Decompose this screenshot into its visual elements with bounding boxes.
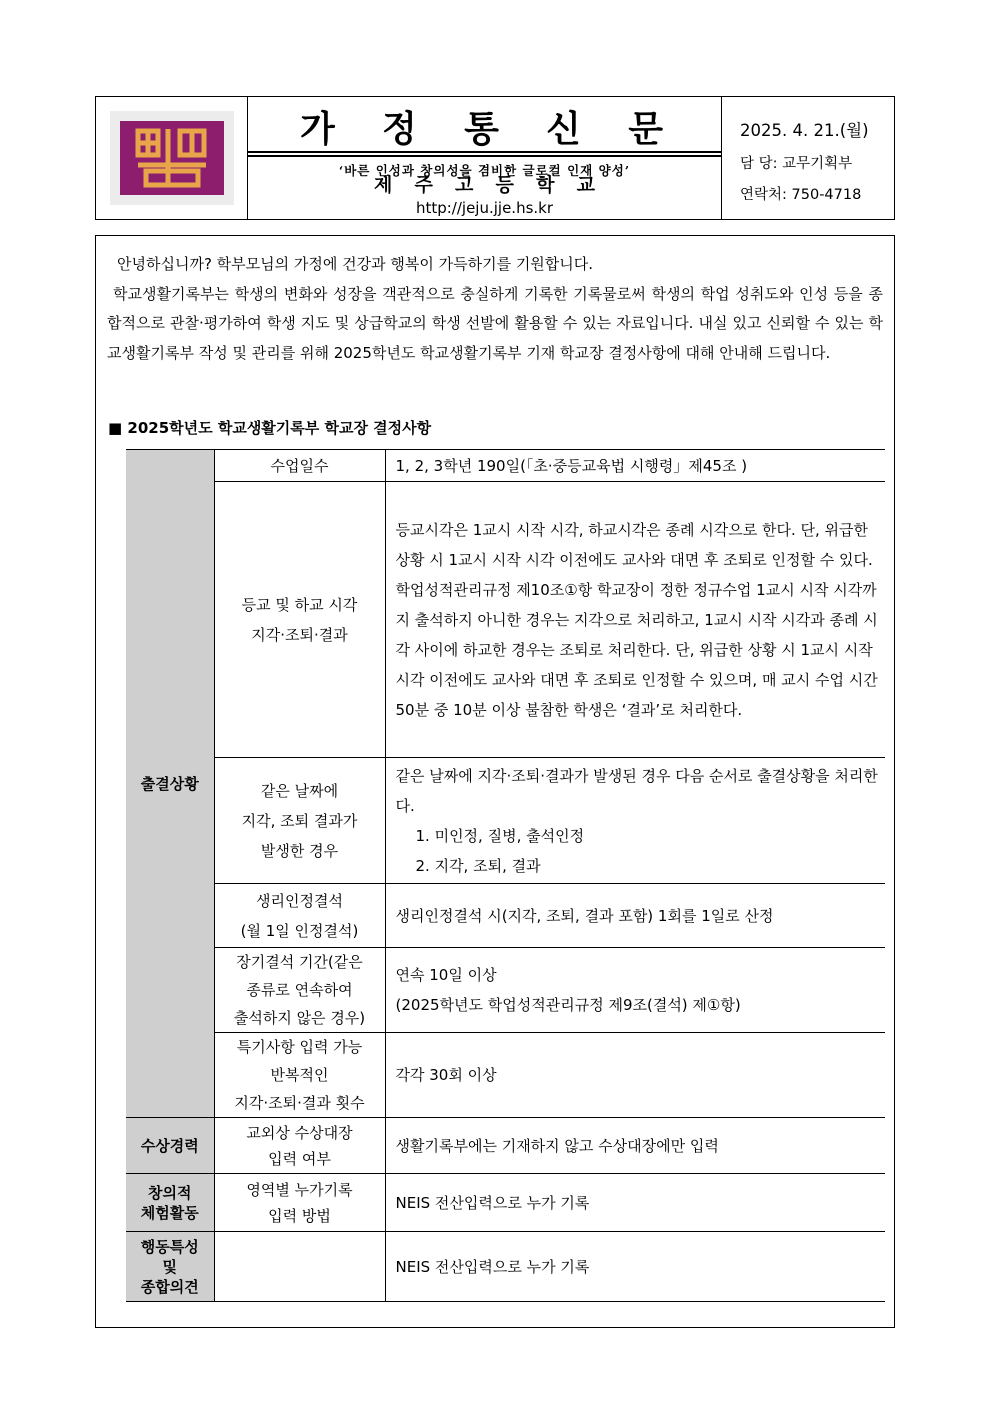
item-label-line: 지각·조퇴·결과 [251,625,348,644]
title-double-rule [248,155,721,157]
newsletter-title [248,107,721,153]
item-description [385,482,885,758]
category-label: 창의적 [148,1183,192,1202]
category-award [126,1118,214,1174]
table-row [126,1033,885,1118]
category-creative-activity [126,1174,214,1232]
item-label-line: 종류로 연속하여 [246,981,353,999]
item-label-line: 교외상 수상대장 [246,1123,353,1142]
title-char: 문 [628,109,663,150]
item-description [385,948,885,1033]
table-row [126,948,885,1033]
phone-contact: 연락처: 750-4718 [740,187,862,203]
item-label [214,1033,385,1118]
item-description: 생활기록부에는 기재하지 않고 수상대장에만 입력 [385,1118,885,1174]
table-row [126,758,885,884]
item-description: 생리인정결석 시(지각, 조퇴, 결과 포함) 1회를 1일로 산정 [385,884,885,948]
category-label: 종합의견 [140,1277,199,1296]
category-label: 행동특성 [140,1237,199,1256]
item-label-line: 지각·조퇴·결과 횟수 [234,1094,365,1112]
item-label-line: 특기사항 입력 가능 [236,1038,363,1056]
item-label-line: 영역별 누가기록 [246,1180,353,1199]
table-row [126,884,885,948]
description-paragraph: 학업성적관리규정 제10조①항 학교장이 정한 정규수업 1교시 시작 시각까지 출석하지 아니한 경우는 지각으로 처리하고, 1교시 시작 시각과 종례 시각 사이에 하교한 경우는 조퇴로 처리한다. 단, 위급한 상황 시 1교시 시작 시각 이전에도 교사와 대면 후 조퇴로 인정할 수 있으며, 매 교시 수업 시간 50분 중 10분 이상 불참한 학생은 ‘결과’로 처리한다. [395,580,878,719]
item-description: 각각 30회 이상 [385,1033,885,1118]
item-description [385,758,885,884]
school-name-char: 등 [495,174,514,196]
school-name-char: 제 [374,174,393,196]
table-row [126,450,885,482]
item-label-line: 장기결석 기간(같은 [236,953,363,971]
decision-table [126,449,885,1302]
section-heading: ■ 2025학년도 학교생활기록부 학교장 결정사항 [108,419,432,437]
item-label-line: 입력 여부 [268,1149,331,1168]
item-label [214,948,385,1033]
item-label-line: 반복적인 [270,1066,329,1084]
logo-cell [96,97,248,219]
item-label [214,1118,385,1174]
school-name-char: 학 [536,174,555,196]
category-label: 체험활동 [140,1203,199,1222]
item-label-line: 입력 방법 [268,1206,331,1225]
item-label: 수업일수 [214,450,385,482]
description-paragraph: 같은 날짜에 지각·조퇴·결과가 발생된 경우 다음 순서로 출결상황을 처리한다. [395,766,878,815]
school-name-char: 주 [414,174,433,196]
school-url-link[interactable]: http://jeju.jje.hs.kr [415,199,554,217]
item-description: 1, 2, 3학년 190일(「초·중등교육법 시행령」제45조 ) [385,450,885,482]
item-label [214,884,385,948]
item-label-line: 발생한 경우 [260,841,339,860]
table-row [126,482,885,758]
item-description: NEIS 전산입력으로 누가 기록 [385,1232,885,1302]
school-motto: ‘바른 인성과 창의성을 겸비한 글로컬 인재 양성’ [338,163,631,178]
item-label-line: 같은 날짜에 [260,781,339,800]
school-name [248,172,721,198]
category-label: 수상경력 [140,1136,199,1155]
title-char: 통 [464,109,499,150]
intro-greeting: 안녕하십니까? 학부모님의 가정에 건강과 행복이 가득하기를 기원합니다. [117,255,594,273]
intro-body: 학교생활기록부는 학생의 변화와 성장을 객관적으로 충실하게 기록한 기록물로써 학생의 학업 성취도와 인성 등을 종합적으로 관찰·평가하여 학생 지도 및 상급학교의 학생 선발에 활용할 수 있는 자료입니다. 내실 있고 신뢰할 수 있는 학교생활기록부 작성 및 관리를 위해 2025학년도 학교생활기록부 기재 학교장 결정사항에 대해 안내해 드립니다. [107,284,883,362]
item-label-line: (월 1일 인정결석) [240,921,359,940]
item-label [214,758,385,884]
school-name-char: 고 [455,174,474,196]
school-emblem-graphic [130,125,214,191]
item-label-line: 출석하지 않은 경우) [233,1009,366,1027]
description-paragraph: 연속 10일 이상 [395,966,497,984]
table-row [126,1118,885,1174]
item-label [214,1174,385,1232]
school-name-char: 교 [576,174,595,196]
description-paragraph: (2025학년도 학업성적관리규정 제9조(결석) 제①항) [395,996,741,1014]
table-row [126,1174,885,1232]
item-description: NEIS 전산입력으로 누가 기록 [385,1174,885,1232]
issue-date: 2025. 4. 21.(월) [740,121,869,140]
staff-contact: 담 당: 교무기획부 [740,156,853,172]
list-item: 1. 미인정, 질병, 출석인정 [415,826,585,845]
category-label: 출결상황 [140,774,199,793]
newsletter-content [95,235,895,1328]
title-char: 가 [300,109,335,150]
item-label-line: 지각, 조퇴 결과가 [241,811,358,830]
category-label: 및 [162,1257,177,1276]
newsletter-header [95,96,895,220]
table-row [126,1232,885,1302]
list-item: 2. 지각, 조퇴, 결과 [415,856,541,875]
info-cell [722,97,894,219]
title-cell [248,97,722,219]
item-label [214,482,385,758]
item-label-line: 생리인정결석 [256,891,343,910]
school-logo [110,111,234,205]
category-behavior-opinion [126,1232,214,1302]
school-emblem [120,121,224,195]
title-char: 신 [546,109,581,150]
intro-text [107,250,883,368]
category-attendance [126,450,214,1118]
title-char: 정 [382,109,417,150]
item-label-empty [214,1232,385,1302]
description-paragraph: 등교시각은 1교시 시작 시각, 하교시각은 종례 시각으로 한다. 단, 위급한 상황 시 1교시 시작 시각 이전에도 교사와 대면 후 조퇴로 인정할 수 있다. [395,520,873,569]
item-label-line: 등교 및 하교 시각 [241,595,358,614]
